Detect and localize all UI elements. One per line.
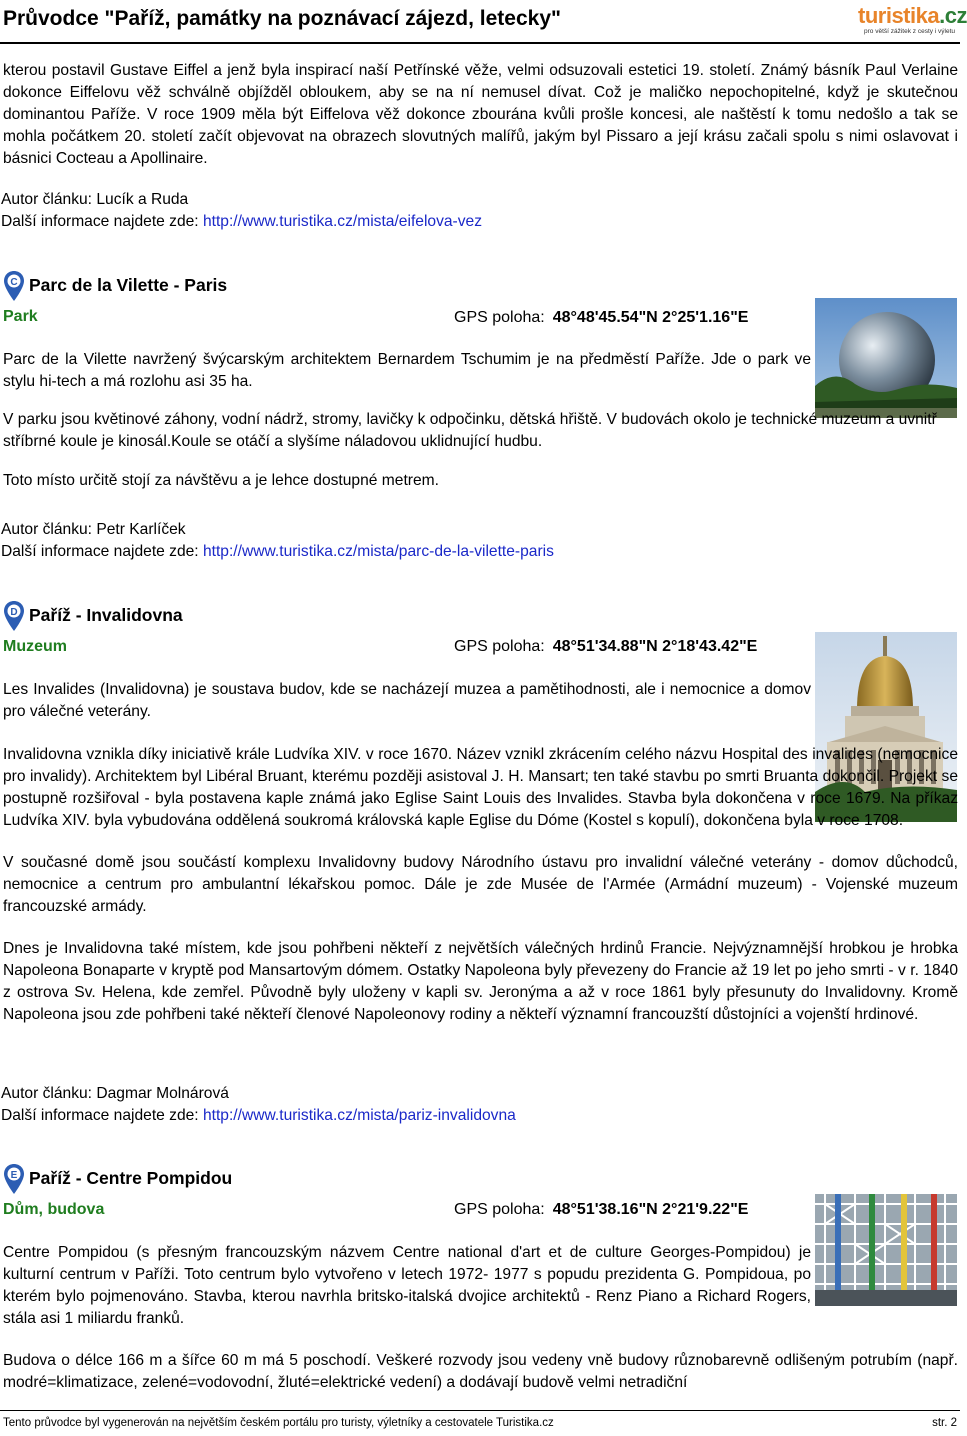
logo-text: turistika	[858, 3, 940, 28]
gps-label: GPS poloha:	[454, 638, 545, 655]
intro-block	[3, 60, 958, 170]
section-author: Autor článku: Dagmar Molnárová	[1, 1085, 229, 1102]
section-author: Autor článku: Petr Karlíček	[1, 521, 186, 538]
page-number: str. 2	[932, 1417, 957, 1429]
section-paragraph: Dnes je Invalidovna také místem, kde jsou pohřbeni někteří z největších válečných hrdinů Francie. Nejvýznamnější hrobkou je hrobka Napoleona Bonaparte v kryptě pod Mansartovým dómem. Ostatky Napoleona byly převezeny do Francie až 19 let po jeho smrti - v r. 1840 z ostrova Sv. Helena, kde zemřel. Původně byly uloženy v kapli sv. Jeronýma a až v roce 1861 byly přesunuty do Invalidovny. Kromě Napoleona jsou zde pohřbeni také někteří členové Napoleonovy rodiny a někteří významní francouzští důstojníci a vojenští hrdinové.	[3, 940, 958, 1023]
section-body-invalidovna	[3, 679, 958, 1026]
gps-label: GPS poloha:	[454, 1201, 545, 1218]
more-info-link[interactable]: http://www.turistika.cz/mista/pariz-invalidovna	[202, 1107, 516, 1124]
category-label: Dům, budova	[3, 1201, 105, 1218]
section-body-vilette	[3, 349, 937, 492]
gps-label: GPS poloha:	[454, 309, 545, 326]
photo-geode-sphere	[815, 298, 957, 418]
section-paragraph: Budova o délce 166 m a šířce 60 m má 5 poschodí. Veškeré rozvody jsou vedeny vně budovy různobarevně odlišeným potrubím (např. modré=klimatizace, zelené=vodovodní, žluté=elektrické vedení) a dodávají budově velmi netradiční	[3, 1352, 958, 1391]
turistika-logo[interactable]	[858, 3, 967, 35]
section-paragraph: Les Invalides (Invalidovna) je soustava budov, kde se nacházejí muzea a pamětihodnosti, ale i nemocnice a domov pro válečné veterány.	[3, 681, 811, 720]
gps-position	[454, 307, 748, 329]
gps-value: 48°51'34.88"N 2°18'43.42"E	[552, 638, 758, 655]
gps-position	[454, 636, 757, 658]
intro-author: Autor článku: Lucík a Ruda	[1, 191, 189, 208]
footer-divider	[0, 1410, 960, 1411]
more-info-label: Další informace najdete zde:	[1, 1107, 199, 1124]
section-paragraph: Centre Pompidou (s přesným francouzským názvem Centre national d'art et de culture Georges-Pompidou) je kulturní centrum v Paříži. Toto centrum bylo vytvořeno v letech 1972- 1977 s popudu prezidenta G. Pompidoua, po kterém bylo pojmenováno. Stavba, kterou navrhla britsko-italská dvojice architektů - Renz Piano a Richard Rogers, stála asi 1 miliardu franků.	[3, 1244, 811, 1327]
logo-suffix: .cz	[939, 3, 967, 28]
category-label: Muzeum	[3, 638, 67, 655]
section-more-info	[1, 1105, 516, 1127]
section-paragraph: Parc de la Vilette navržený švýcarským architektem Bernardem Tschumim je na předměstí Paříže. Jde o park ve stylu hi-tech a má rozlohu asi 35 ha.	[3, 351, 811, 390]
category-label: Park	[3, 308, 38, 325]
more-info-link[interactable]: http://www.turistika.cz/mista/eifelova-vez	[202, 213, 483, 230]
map-marker-e-icon	[3, 1163, 25, 1195]
header-divider	[0, 42, 960, 44]
marker-letter: C	[10, 277, 18, 288]
more-info-link[interactable]: http://www.turistika.cz/mista/parc-de-la-vilette-paris	[202, 543, 554, 560]
document-title: Průvodce "Paříž, památky na poznávací zájezd, letecky"	[3, 7, 561, 30]
section-paragraph: Invalidovna vznikla díky iniciativě krále Ludvíka XIV. v roce 1670. Název vznikl zkrácením celého názvu Hospital des invalides (nemocnice pro invalidy). Architektem byl Libéral Bruant, kterému později asistoval J. H. Mansart; ten také stavbu po smrti Bruanta dokončil. Projekt se postupně rozšiřoval - byla postavena kaple známá jako Eglise Saint Louis des Invalides. Stavba byla dokončena v roce 1679. Na příkaz Ludvíka XIV. byla vybudována oddělená soukromá královská kaple Eglise du Dóme (Kostel s kopulí), dokončena byla v roce 1708.	[3, 746, 958, 829]
section-more-info	[1, 541, 554, 563]
gps-position	[454, 1199, 748, 1221]
more-info-label: Další informace najdete zde:	[1, 543, 199, 560]
section-paragraph: V současné domě jsou součástí komplexu Invalidovny budovy Národního ústavu pro invalidní válečné veterány - domov důchodců, nemocnice a centrum pro ambulantní lékařskou pomoc. Dále je zde Musée de l'Armée (Armádní muzeum) - Vojenské muzeum francouzské armády.	[3, 854, 958, 915]
footer-text: Tento průvodce byl vygenerován na největším českém portálu pro turisty, výletníky a cestovatele Turistika.cz	[3, 1417, 554, 1429]
logo-tagline: pro větší zážitek z cesty i výletu	[864, 28, 956, 35]
section-paragraph: Toto místo určitě stojí za návštěvu a je lehce dostupné metrem.	[3, 472, 439, 489]
marker-letter: E	[10, 1170, 18, 1181]
section-paragraph: V parku jsou květinové záhony, vodní nádrž, stromy, lavičky k odpočinku, dětská hřiště. V budovách okolo je technické muzeum a uvnitř stříbrné koule je kinosál.Koule se otáčí a slyšíme náladovou uklidnující hudbu.	[3, 411, 937, 450]
section-title: Paříž - Centre Pompidou	[29, 1168, 233, 1188]
section-title: Parc de la Vilette - Paris	[29, 275, 228, 295]
intro-paragraph: kterou postavil Gustave Eiffel a jenž byla inspirací naší Petřínské věže, velmi odsuzovali estetici 19. století. Známý básník Paul Verlaine dokonce Eiffelovu věž schválně objížděl obloukem, aby se na ní nemusel dívat. Což je maličko nepochopitelné, když je skutečnou dominantou Paříže. V roce 1909 měla být Eiffelova věž dokonce zbourána kvůli prošle koncesi, ale naštěstí k tomu nedošlo a tak se mohla počátkem 20. století začít objevovat na obrazech slovutných malířů, jakým byl Pissaro a její krásu začali spolu s nimi oslavovat i básnici Cocteau a Apollinaire.	[3, 62, 958, 167]
gps-value: 48°48'45.54"N 2°25'1.16"E	[552, 309, 749, 326]
marker-letter: D	[10, 607, 18, 618]
section-title: Paříž - Invalidovna	[29, 605, 183, 625]
page-header	[0, 0, 967, 50]
map-marker-c-icon	[3, 270, 25, 302]
intro-more-info	[1, 211, 482, 233]
gps-value: 48°51'38.16"N 2°21'9.22"E	[552, 1201, 749, 1218]
section-body-pompidou	[3, 1242, 958, 1394]
map-marker-d-icon	[3, 600, 25, 632]
more-info-label: Další informace najdete zde:	[1, 213, 199, 230]
